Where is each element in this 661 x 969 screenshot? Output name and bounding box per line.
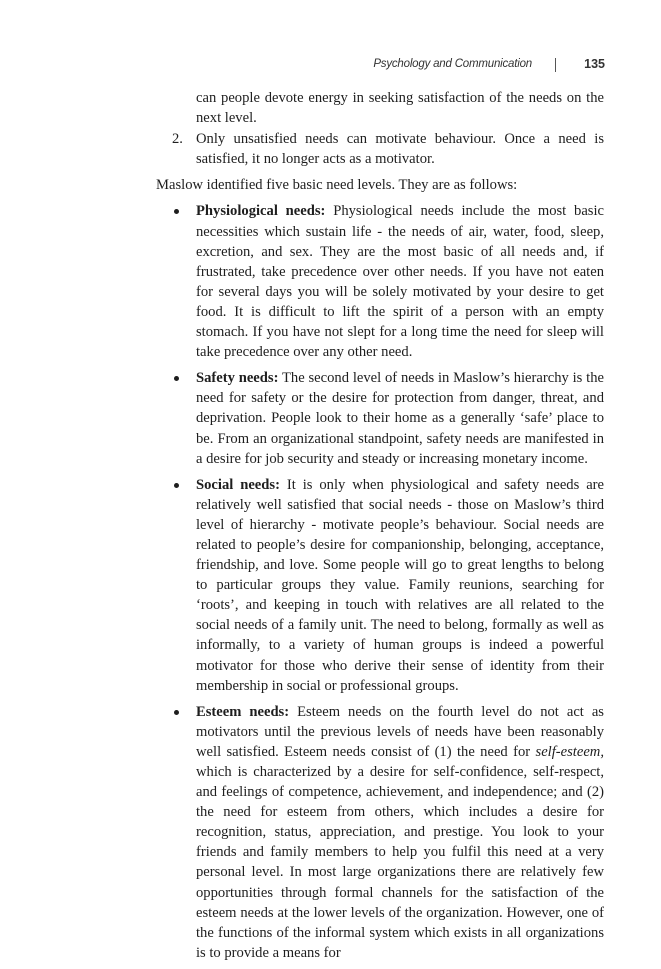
bullet-text [196, 201, 604, 362]
bullet-physiological [196, 201, 604, 362]
bullet-icon [174, 710, 179, 715]
running-header [300, 58, 605, 76]
bullet-body: It is only when physiological and safety needs are relatively well satisfied that social needs - those on Maslow’s third level of hierarchy - motivate people’s behaviour. Social needs are related to people’s desire for companionship, belonging, acceptance, friendship, and love. Some people will go to great lengths to belong to particular groups they value. Family reunions, searching for ‘roots’, and keeping in touch with relatives are all related to the social needs of a family unit. The need to belong, formally as well as informally, to a variety of human groups is indeed a powerful motivator for those who derive their sense of identity from their membership in social or professional groups. [196, 476, 605, 694]
bullet-term: Physiological needs: [196, 203, 326, 220]
bullet-term: Esteem needs: [196, 703, 290, 720]
bullet-text [196, 702, 604, 963]
bullet-safety [196, 368, 604, 468]
page-body [156, 88, 604, 969]
continuation-paragraph: can people devote energy in seeking satisfaction of the needs on the next level. [196, 90, 604, 127]
bullet-body: Physiological needs include the most basic necessities which sustain life - the needs of air, water, food, sleep, excretion, and sex. They are the most basic of all needs and, if frustrated, take precedence over other needs. If you have not eaten for several days you will be solely motivated by your desire to get food. It is difficult to lift the spirit of a person with an empty stomach. If you have not slept for a long time the need for sleep will take precedence over any other need. [196, 203, 605, 361]
intro-paragraph: Maslow identified five basic need levels. They are as follows: [156, 177, 518, 194]
bullet-body: The second level of needs in Maslow’s hierarchy is the need for safety or the desire for protection from danger, threat, and deprivation. People look to their home as a generally ‘safe’ place to be. From an organizational standpoint, safety needs are manifested in a desire for job security and steady or increasing monetary income. [196, 370, 604, 467]
numbered-item-text: Only unsatisfied needs can motivate behaviour. Once a need is satisfied, it no longer acts as a motivator. [196, 131, 604, 168]
bullet-term: Social needs: [196, 476, 280, 493]
bullet-icon [174, 483, 179, 488]
header-separator [555, 58, 556, 72]
bullet-body-after: which is characterized by a desire for self-confidence, self-respect, and feelings of competence, achievement, and independence; and (2) the need for esteem from others, which includes a desire for recognition, status, appreciation, and prestige. You look to your friends and family members to help you fulfil this need at a very personal level. In most large organizations there are relatively few opportunities through formal channels for the satisfaction of the esteem needs at the lower levels of the organization. However, one of the functions of the informal system which exists in all organizations is to provide a means for [196, 764, 604, 961]
bullet-icon [174, 376, 179, 381]
item-number: 2. [172, 131, 183, 148]
bullet-term: Safety needs: [196, 370, 279, 387]
bullet-emphasis: self-esteem, [535, 743, 604, 760]
bullet-icon [174, 209, 179, 214]
running-title: Psychology and Communication [373, 58, 532, 70]
page-number: 135 [584, 57, 605, 71]
bullet-text [196, 475, 604, 696]
bullet-text [196, 368, 604, 468]
bullet-body-before: Esteem needs on the fourth level do not act as motivators until the previous levels of needs have been reasonably well satisfied. Esteem needs consist of (1) the need for [196, 703, 604, 760]
bullet-esteem [196, 702, 604, 963]
numbered-item [172, 129, 604, 169]
bullet-social [196, 475, 604, 696]
